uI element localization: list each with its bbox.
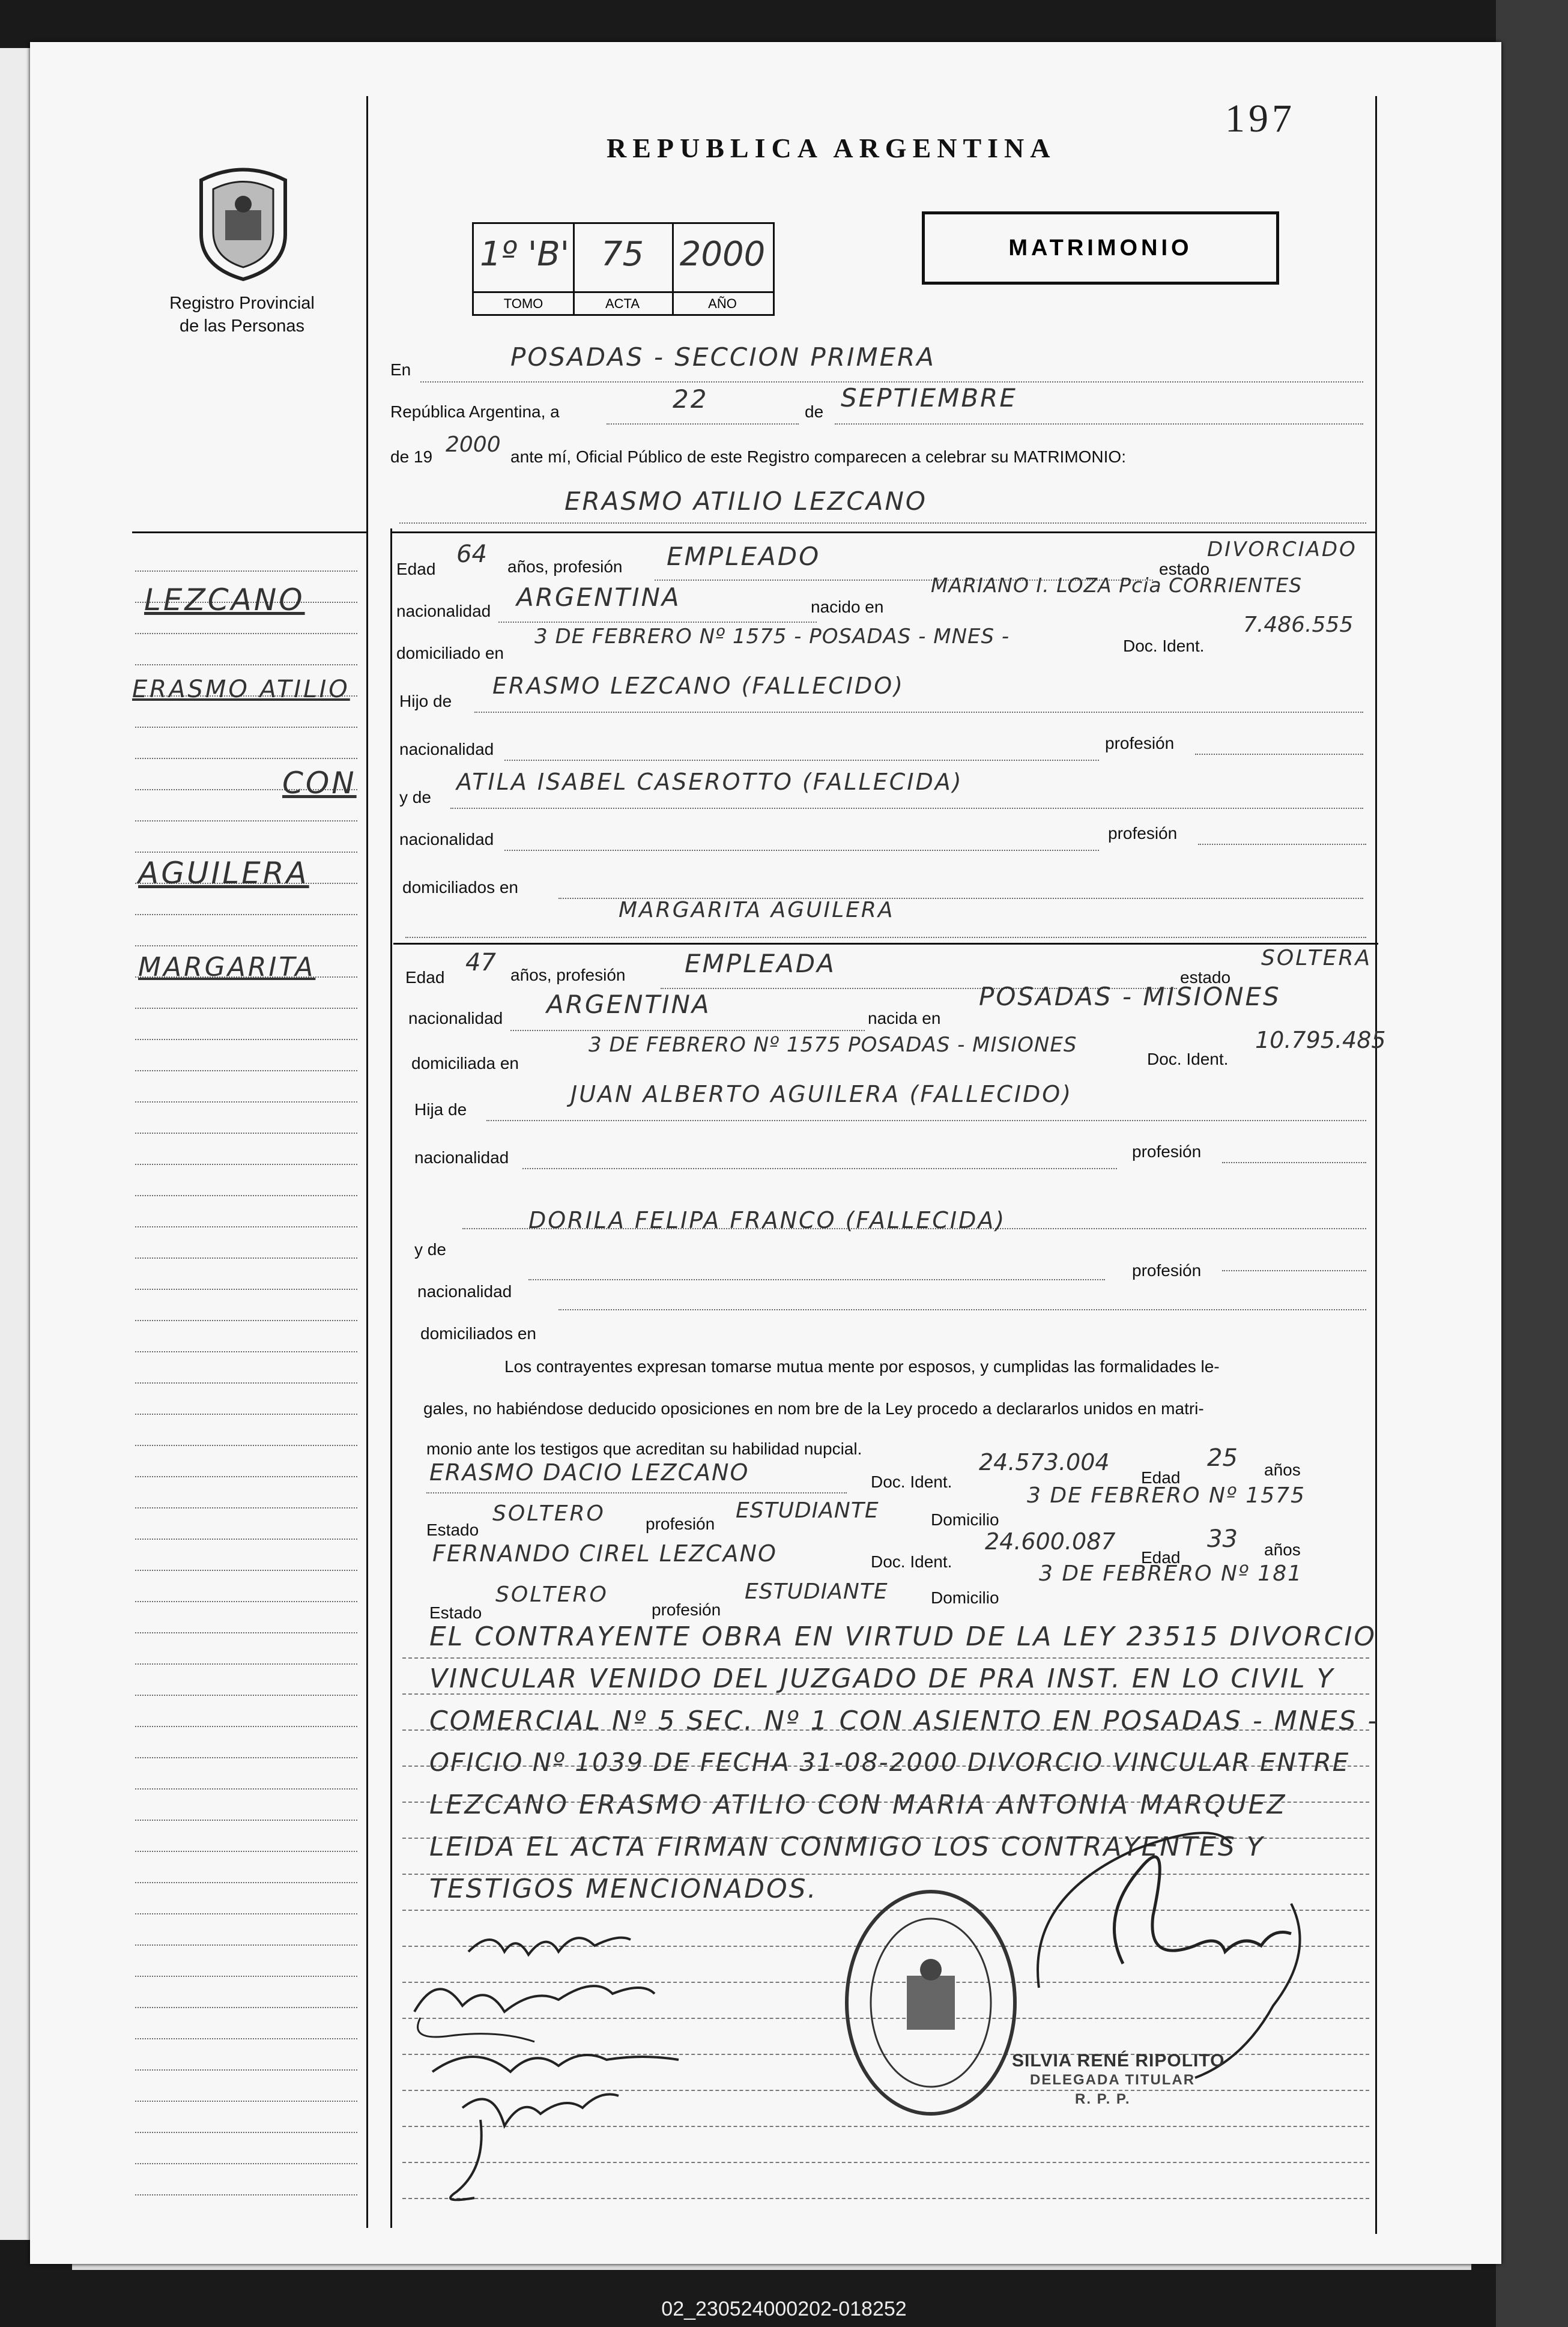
margin-rule <box>135 1695 357 1696</box>
groom-profesion: EMPLEADO <box>667 542 821 571</box>
margin-con: CON <box>282 766 357 800</box>
margin-rule <box>135 1414 357 1415</box>
groom-prof2-label: profesión <box>1108 824 1178 843</box>
margin-rule <box>135 1788 357 1790</box>
republica-label: República Argentina, a <box>390 402 560 421</box>
bride-nac1-label: nacionalidad <box>414 1148 509 1167</box>
office-name-line1: Registro Provincial <box>169 294 315 313</box>
certificate-page <box>30 42 1501 2264</box>
groom-edad-label: Edad <box>396 560 436 578</box>
witness2-estado-label: Estado <box>429 1603 482 1622</box>
year-value: 2000 <box>446 432 501 457</box>
witness2-doc-label: Doc. Ident. <box>871 1552 952 1571</box>
margin-rule <box>135 727 357 728</box>
witness1-edad: 25 <box>1207 1444 1238 1472</box>
margin-rule <box>135 758 357 759</box>
margin-rule <box>135 633 357 634</box>
page-number: 197 <box>1225 97 1295 141</box>
month-value: SEPTIEMBRE <box>841 383 1017 413</box>
margin-column-line <box>366 96 368 2228</box>
bride-prof1-label: profesión <box>1132 1142 1202 1161</box>
witness2-domicilio: 3 DE FEBRERO Nº 181 <box>1039 1561 1303 1586</box>
margin-bride-surname: AGUILERA <box>138 856 309 891</box>
margin-rule <box>135 1195 357 1196</box>
margin-rule <box>135 2132 357 2133</box>
witness1-profesion: ESTUDIANTE <box>736 1498 879 1523</box>
groom-madre: ATILA ISABEL CASEROTTO (FALLECIDA) <box>456 769 963 795</box>
witness2-anos: años <box>1264 1540 1301 1559</box>
groom-nac1-label: nacionalidad <box>399 740 494 758</box>
groom-doc: 7.486.555 <box>1243 613 1354 637</box>
bride-prof2-label: profesión <box>1132 1261 1202 1280</box>
ano-label: AÑO <box>672 291 773 316</box>
bride-edad-label: Edad <box>405 968 445 987</box>
witness1-dom-label: Domicilio <box>931 1510 999 1529</box>
bride-nacionalidad: ARGENTINA <box>546 990 711 1019</box>
witness1-prof-label: profesión <box>646 1515 715 1533</box>
margin-rule <box>135 1226 357 1227</box>
bride-nacida: POSADAS - MISIONES <box>979 982 1281 1011</box>
body-column-line <box>390 528 392 2228</box>
bride-doc-label: Doc. Ident. <box>1147 1050 1229 1068</box>
margin-rule <box>135 1570 357 1571</box>
margin-top-rule <box>132 531 366 533</box>
groom-estado: DIVORCIADO <box>1207 537 1357 561</box>
groom-domen-label: domiciliados en <box>402 878 518 897</box>
bride-padre: JUAN ALBERTO AGUILERA (FALLECIDO) <box>571 1081 1073 1107</box>
image-caption: 02_230524000202-018252 <box>661 2298 907 2320</box>
groom-nacido: MARIANO I. LOZA Pcia CORRIENTES <box>931 573 1303 597</box>
note-line2: VINCULAR VENIDO DEL JUZGADO DE PRA INST. EN LO CIVIL Y <box>429 1663 1335 1694</box>
witness1-anos: años <box>1264 1460 1301 1479</box>
groom-nac-label: nacionalidad <box>396 602 491 620</box>
margin-rule <box>135 1882 357 1883</box>
groom-dom-label: domiciliado en <box>396 644 504 662</box>
margin-rule <box>135 1445 357 1446</box>
witness2-edad: 33 <box>1207 1525 1238 1553</box>
margin-rule <box>135 1851 357 1852</box>
margin-groom-surname: LEZCANO <box>144 583 305 617</box>
margin-rule <box>135 664 357 665</box>
bride-nac-label: nacionalidad <box>408 1009 503 1027</box>
groom-nacionalidad: ARGENTINA <box>516 583 681 612</box>
bride-nacida-label: nacida en <box>868 1009 941 1027</box>
margin-rule <box>135 570 357 572</box>
groom-prof1-label: profesión <box>1105 734 1175 752</box>
margin-rule <box>135 1039 357 1040</box>
witness1-edad-label: Edad <box>1141 1468 1181 1487</box>
witness2-profesion: ESTUDIANTE <box>745 1579 888 1604</box>
party-signatures <box>402 1928 823 2210</box>
margin-rule <box>135 1944 357 1946</box>
bride-domen-label: domiciliados en <box>420 1324 536 1343</box>
en-label: En <box>390 360 411 379</box>
margin-rule <box>135 1101 357 1103</box>
witness2-dom-label: Domicilio <box>931 1588 999 1607</box>
margin-rule <box>135 2194 357 2195</box>
groom-anos-label: años, profesión <box>507 557 623 576</box>
margin-rule <box>135 1726 357 1727</box>
bride-nac2-label: nacionalidad <box>417 1282 512 1301</box>
bride-madre: DORILA FELIPA FRANCO (FALLECIDA) <box>528 1207 1006 1233</box>
note-line6: LEIDA EL ACTA FIRMAN CONMIGO LOS CONTRAYENTES Y <box>429 1832 1265 1862</box>
doc-type-box: MATRIMONIO <box>922 211 1279 285</box>
margin-rule <box>135 1757 357 1758</box>
margin-rule <box>135 1351 357 1352</box>
year-suffix: ante mí, Oficial Público de este Registro comparecen a celebrar su MATRIMONIO: <box>510 447 1126 466</box>
margin-rule <box>135 1820 357 1821</box>
formula-line3: monio ante los testigos que acreditan su habilidad nupcial. <box>426 1439 862 1458</box>
officer-unit: R. P. P. <box>1075 2091 1131 2107</box>
groom-padre: ERASMO LEZCANO (FALLECIDO) <box>492 673 904 699</box>
background-surface <box>1496 0 1568 2327</box>
note-line5: LEZCANO ERASMO ATILIO CON MARIA ANTONIA MARQUEZ <box>429 1790 1287 1820</box>
margin-rule <box>135 1632 357 1633</box>
officer-title: DELEGADA TITULAR <box>1030 2072 1196 2088</box>
officer-name: SILVIA RENÉ RIPOLITO <box>1012 2051 1225 2071</box>
bride-profesion: EMPLEADA <box>685 949 836 978</box>
margin-rule <box>135 2038 357 2039</box>
bride-domicilio: 3 DE FEBRERO Nº 1575 POSADAS - MISIONES <box>589 1033 1077 1057</box>
margin-rule <box>135 1601 357 1602</box>
margin-rule <box>135 1976 357 1977</box>
groom-domicilio: 3 DE FEBRERO Nº 1575 - POSADAS - MNES - <box>534 625 1010 649</box>
witness2-prof-label: profesión <box>652 1600 721 1619</box>
margin-rule <box>135 2069 357 2071</box>
formula-line1: Los contrayentes expresan tomarse mutua mente por esposos, y cumplidas las formalidades le- <box>504 1357 1220 1376</box>
margin-rule <box>135 1164 357 1165</box>
province-seal-icon <box>192 162 294 282</box>
ano-value: 2000 <box>679 235 766 274</box>
groom-estado-label: estado <box>1159 560 1210 578</box>
bride-doc: 10.795.485 <box>1255 1027 1386 1053</box>
witness1-domicilio: 3 DE FEBRERO Nº 1575 <box>1027 1483 1306 1508</box>
bride-dom-label: domiciliada en <box>411 1054 519 1073</box>
bride-hija-label: Hija de <box>414 1100 467 1119</box>
note-line7: TESTIGOS MENCIONADOS. <box>429 1874 818 1904</box>
witness1-doc-label: Doc. Ident. <box>871 1472 952 1491</box>
witness2-estado: SOLTERO <box>495 1582 608 1607</box>
formula-line2: gales, no habiéndose deducido oposiciones en nom bre de la Ley procedo a declararlos unidos en matri- <box>423 1399 1204 1418</box>
margin-rule <box>135 1382 357 1384</box>
body-rule <box>402 1657 1369 1659</box>
groom-yde-label: y de <box>399 788 431 806</box>
witness1-estado: SOLTERO <box>492 1501 605 1526</box>
bride-estado-label: estado <box>1180 968 1231 987</box>
bride-estado: SOLTERA <box>1261 946 1372 970</box>
office-name-line2: de las Personas <box>180 316 304 336</box>
margin-rule <box>135 1539 357 1540</box>
margin-rule <box>135 1133 357 1134</box>
witness2-name: FERNANDO CIREL LEZCANO <box>432 1540 777 1567</box>
groom-full-name: ERASMO ATILIO LEZCANO <box>565 486 927 516</box>
note-line4: OFICIO Nº 1039 DE FECHA 31-08-2000 DIVORCIO VINCULAR ENTRE <box>429 1748 1350 1777</box>
tomo-label: TOMO <box>474 291 573 316</box>
groom-nacido-label: nacido en <box>811 598 884 616</box>
margin-rule <box>135 1663 357 1665</box>
margin-rule <box>135 820 357 822</box>
acta-value: 75 <box>601 235 644 274</box>
official-stamp-icon <box>841 1886 1021 2120</box>
place-value: POSADAS - SECCION PRIMERA <box>510 342 936 372</box>
bride-anos-label: años, profesión <box>510 966 626 984</box>
witness1-name: ERASMO DACIO LEZCANO <box>429 1459 749 1486</box>
witness2-doc: 24.600.087 <box>985 1528 1116 1555</box>
margin-rule <box>135 945 357 946</box>
margin-rule <box>135 1289 357 1290</box>
witness1-doc: 24.573.004 <box>979 1449 1110 1475</box>
margin-rule <box>135 1913 357 1914</box>
witness2-edad-label: Edad <box>1141 1548 1181 1567</box>
bride-full-name: MARGARITA AGUILERA <box>619 898 895 922</box>
note-line1: EL CONTRAYENTE OBRA EN VIRTUD DE LA LEY 23515 DIVORCIO <box>429 1621 1377 1652</box>
record-number-box <box>472 222 775 316</box>
groom-hijo-label: Hijo de <box>399 692 452 710</box>
groom-edad: 64 <box>456 540 487 568</box>
tomo-value: 1º 'B' <box>480 235 570 274</box>
groom-doc-label: Doc. Ident. <box>1123 637 1205 655</box>
margin-rule <box>135 1507 357 1508</box>
bride-yde-label: y de <box>414 1240 446 1259</box>
margin-rule <box>135 2101 357 2102</box>
margin-rule <box>135 2007 357 2008</box>
country-title: REPUBLICA ARGENTINA <box>607 133 1056 163</box>
margin-rule <box>135 1070 357 1071</box>
witness1-estado-label: Estado <box>426 1521 479 1539</box>
margin-rule <box>135 914 357 915</box>
note-line3: COMERCIAL Nº 5 SEC. Nº 1 CON ASIENTO EN POSADAS - MNES - <box>429 1705 1379 1736</box>
acta-label: ACTA <box>573 291 672 316</box>
margin-bride-given: MARGARITA <box>138 952 316 982</box>
margin-rule <box>135 1257 357 1259</box>
right-border-line <box>1375 96 1377 2234</box>
groom-nac2-label: nacionalidad <box>399 830 494 849</box>
margin-groom-given: ERASMO ATILIO <box>132 676 350 703</box>
de-label: de <box>805 402 824 421</box>
margin-rule <box>135 852 357 853</box>
margin-rule <box>135 1320 357 1321</box>
margin-rule <box>135 1008 357 1009</box>
day-value: 22 <box>673 384 709 414</box>
year-prefix: de 19 <box>390 447 433 466</box>
margin-rule <box>135 1476 357 1477</box>
bride-edad: 47 <box>465 949 496 976</box>
margin-rule <box>135 2163 357 2164</box>
